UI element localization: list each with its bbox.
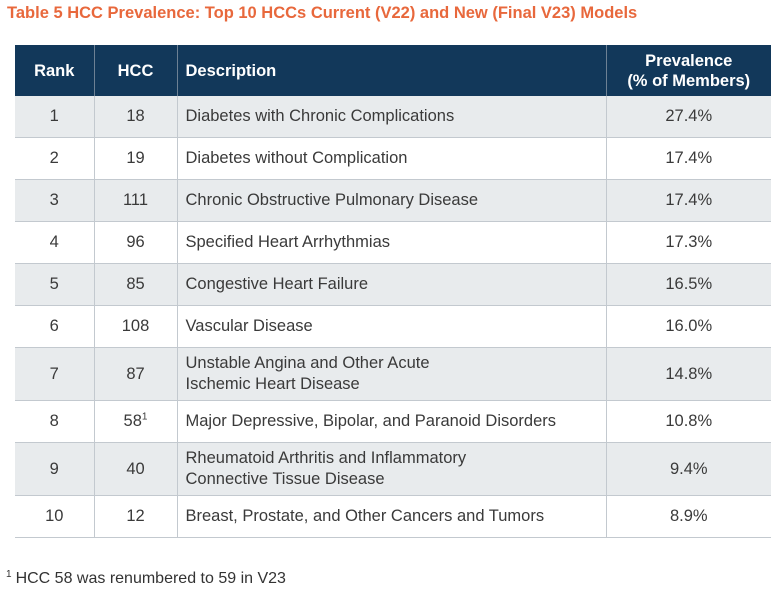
footnote-mark: 1 [6,568,12,580]
column-header-prevalence-line1: Prevalence [645,51,733,70]
rank-cell: 5 [15,264,94,306]
prevalence-cell: 9.4% [606,443,771,496]
rank-cell: 2 [15,138,94,180]
column-header-hcc: HCC [94,45,177,96]
hcc-cell: 108 [94,306,177,348]
prevalence-cell: 16.0% [606,306,771,348]
rank-cell: 6 [15,306,94,348]
rank-cell: 3 [15,180,94,222]
table-row [15,401,771,443]
column-header-prevalence-line2: (% of Members) [627,71,751,90]
table-row [15,348,771,401]
footnote-text: HCC 58 was renumbered to 59 in V23 [15,570,286,587]
description-cell [177,443,606,496]
prevalence-cell: 17.4% [606,138,771,180]
description-cell: Diabetes without Complication [177,138,606,180]
table-header [15,45,771,96]
rank-cell: 10 [15,496,94,538]
rank-cell: 8 [15,401,94,443]
column-header-description: Description [177,45,606,96]
description-cell [177,348,606,401]
footnote-marker: 1 [141,411,148,423]
table-row [15,496,771,538]
footnote [6,570,286,588]
header-row [15,45,771,96]
column-header-rank: Rank [15,45,94,96]
table-title: Table 5 HCC Prevalence: Top 10 HCCs Current (V22) and New (Final V23) Models [7,4,638,22]
hcc-cell: 40 [94,443,177,496]
table-row [15,180,771,222]
table-body [15,96,771,538]
prevalence-cell: 8.9% [606,496,771,538]
hcc-value: 58 [123,412,142,430]
description-cell: Breast, Prostate, and Other Cancers and Tumors [177,496,606,538]
table-row [15,264,771,306]
description-line1: Unstable Angina and Other Acute [185,354,430,372]
hcc-cell: 85 [94,264,177,306]
description-cell: Congestive Heart Failure [177,264,606,306]
table-row [15,222,771,264]
description-cell: Vascular Disease [177,306,606,348]
prevalence-cell: 17.3% [606,222,771,264]
table-row [15,306,771,348]
table-row [15,96,771,138]
hcc-cell: 18 [94,96,177,138]
prevalence-cell: 17.4% [606,180,771,222]
description-cell: Specified Heart Arrhythmias [177,222,606,264]
hcc-cell: 87 [94,348,177,401]
hcc-cell: 111 [94,180,177,222]
description-cell: Diabetes with Chronic Complications [177,96,606,138]
hcc-cell: 19 [94,138,177,180]
hcc-prevalence-table [15,45,771,538]
description-line2: Ischemic Heart Disease [185,375,360,393]
description-line1: Rheumatoid Arthritis and Inflammatory [185,449,467,467]
prevalence-cell: 16.5% [606,264,771,306]
column-header-prevalence [606,45,771,96]
prevalence-cell: 27.4% [606,96,771,138]
hcc-cell: 12 [94,496,177,538]
description-cell: Chronic Obstructive Pulmonary Disease [177,180,606,222]
table-row [15,138,771,180]
hcc-cell: 96 [94,222,177,264]
prevalence-cell: 14.8% [606,348,771,401]
rank-cell: 9 [15,443,94,496]
rank-cell: 4 [15,222,94,264]
description-cell: Major Depressive, Bipolar, and Paranoid Disorders [177,401,606,443]
rank-cell: 1 [15,96,94,138]
description-line2: Connective Tissue Disease [185,470,385,488]
hcc-cell [94,401,177,443]
prevalence-cell: 10.8% [606,401,771,443]
table-row [15,443,771,496]
rank-cell: 7 [15,348,94,401]
